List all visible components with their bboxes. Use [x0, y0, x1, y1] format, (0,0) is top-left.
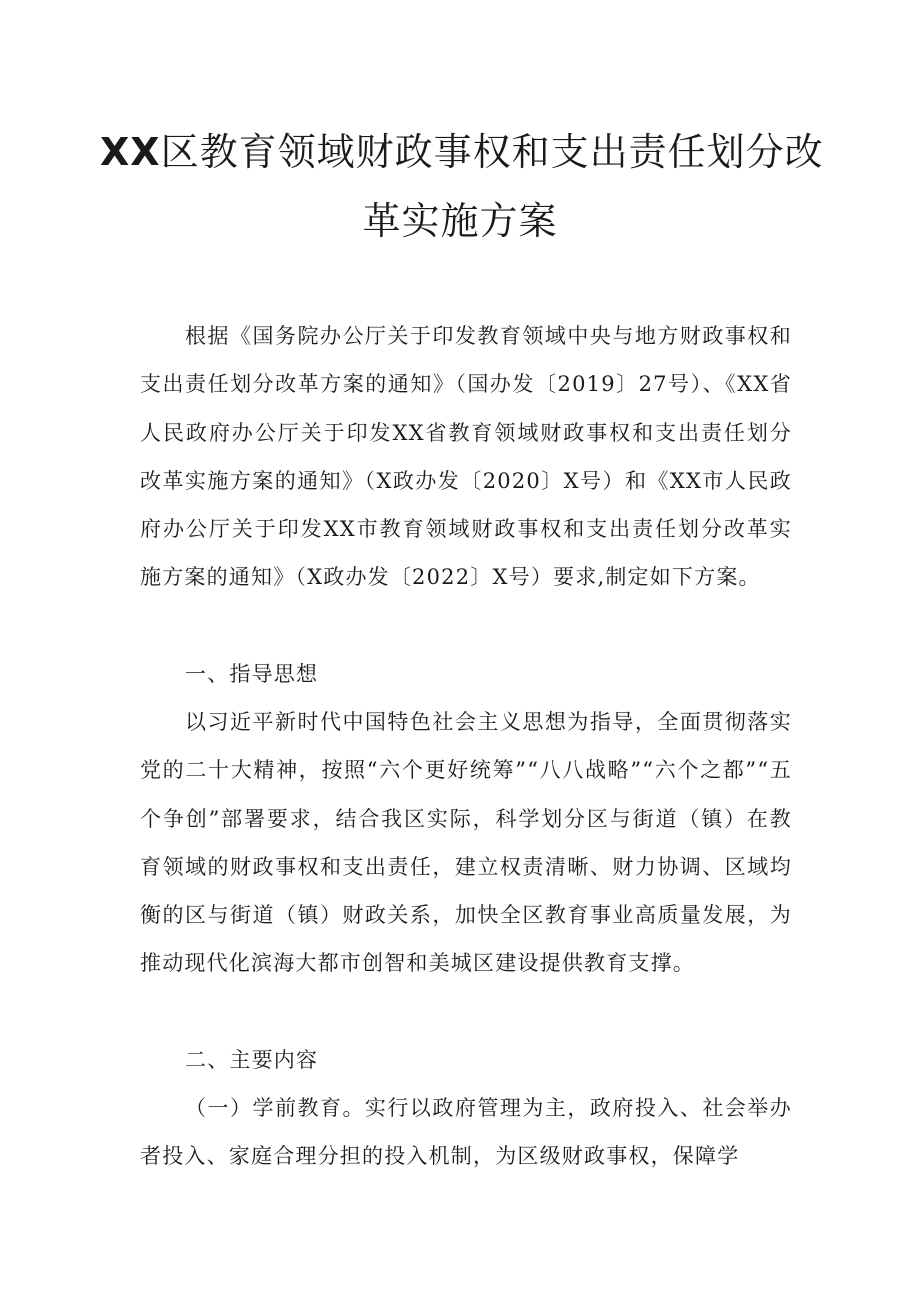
- section-heading-main-content: 二、主要内容: [185, 1048, 319, 1072]
- preschool-education-paragraph: （一）学前教育。实行以政府管理为主，政府投入、社会举办者投入、家庭合理分担的投入机制，为区级财政事权，保障学: [140, 1096, 792, 1169]
- document-title-line-2: 革实施方案: [362, 199, 558, 243]
- title-line-1-text: 区教育领域财政事权和支出责任划分改: [160, 130, 824, 174]
- title-prefix: XX: [100, 130, 161, 174]
- guiding-ideology-paragraph: 以习近平新时代中国特色社会主义思想为指导，全面贯彻落实党的二十大精神，按照“六个更好统筹”“八八战略”“六个之都”“五个争创”部署要求，结合我区实际，科学划分区与街道（镇）在教育领域的财政事权和支出责任，建立权责清晰、财力协调、区域均衡的区与街道（镇）财政关系，加快全区教育事业高质量发展，为推动现代化滨海大都市创智和美城区建设提供教育支撑。: [140, 710, 792, 976]
- intro-paragraph: 根据《国务院办公厅关于印发教育领域中央与地方财政事权和支出责任划分改革方案的通知》（国办发〔2019〕27号）、《XX省人民政府办公厅关于印发XX省教育领域财政事权和支出责任划分改革实施方案的通知》（X政办发〔2020〕X号）和《XX市人民政府办公厅关于印发XX市教育领域财政事权和支出责任划分改革实施方案的通知》（X政办发〔2022〕X号）要求,制定如下方案。: [140, 324, 792, 590]
- section-heading-guiding-ideology: 一、指导思想: [185, 662, 319, 686]
- document-title-line-1: [100, 130, 824, 174]
